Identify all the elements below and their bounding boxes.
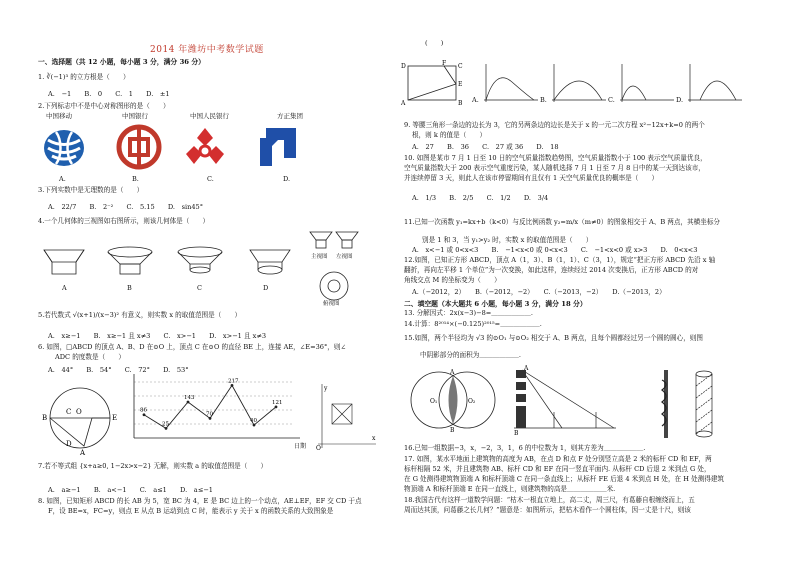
- svg-text:A: A: [401, 100, 406, 106]
- logo-label-a: 中国移动: [46, 112, 72, 120]
- aqi-point: [187, 401, 190, 404]
- q18-tree-cylinder-figure: [652, 366, 722, 442]
- svg-text:E: E: [458, 81, 463, 88]
- chart-xlabel: 日期: [294, 443, 307, 450]
- q17-tower-figure: [510, 364, 620, 436]
- question-6-line-1: 6. 如图，□ABCD 的顶点 A、B、D 在⊙O 上，顶点 C 在⊙O 的直径 BE 上，连接 AE，∠E=36°，则∠: [38, 343, 346, 351]
- question-2: 2.下列标志中不是中心对称图形的是（ ）: [38, 102, 170, 110]
- svg-text:O: O: [316, 445, 321, 452]
- question-3: 3.下列实数中是无理数的是（ ）: [38, 186, 144, 194]
- svg-text:C: C: [458, 63, 463, 70]
- solid-option-b: B: [127, 284, 132, 292]
- page-title: 2014 年潍坊中考数学试题: [150, 45, 264, 55]
- question-10-line-3: 并连续停留 3 天，则此人在该市停留期间有且仅有 1 天空气质量优良的概率是（ ）: [404, 174, 659, 182]
- question-1-options: A. −1 B. 0 C. 1 D. ±1: [48, 90, 170, 98]
- q8-rectangle-figure: [400, 60, 464, 106]
- question-9-line-1: 9. 等腰三角形一条边的边长为 3，它的另两条边的边长是关于 x 的一元二次方程 x²−12x+k=0 的两个: [404, 121, 705, 129]
- q6-label-e: E: [112, 414, 118, 422]
- question-15-line-2: 中阴影部分的面积为＿＿＿＿＿＿.: [420, 351, 522, 359]
- svg-text:A: A: [524, 365, 529, 372]
- question-17-line-1: 17. 如图，某水平地面上建筑物的高度为 AB，在点 D 和点 F 处分别竖立高是 2 米的标杆 CD 和 EF，两: [404, 455, 712, 463]
- aqi-point-label: 70: [206, 411, 213, 418]
- q12-grid-figure: [308, 382, 378, 452]
- q6-label-d: D: [66, 440, 72, 448]
- solid-option-d: D: [263, 284, 269, 292]
- question-6-line-2: ADC 的度数是（ ）: [55, 353, 125, 361]
- svg-text:D: D: [401, 63, 406, 70]
- top-view-label: 俯视图: [323, 301, 340, 307]
- question-12-line-1: 12.如图，已知正方形 ABCD，顶点 A（1，3）、B（1，1）、C（3，1），规定“把正方形 ABCD 先沿 x 轴: [404, 256, 716, 264]
- question-16: 16.已知一组数据−3，x，−2，3，1，6 的中位数为 1，则其方差为＿＿＿＿＿＿.: [404, 444, 646, 452]
- question-17-line-2: 标杆相隔 52 米，并且建筑物 AB、标杆 CD 和 EF 在同一竖直平面内. 从标杆 CD 后退 2 米到点 G 处，: [404, 465, 711, 473]
- graph-option-c: C.: [608, 96, 615, 104]
- question-1: 1. ∛(−1)³ 的立方根是（ ）: [38, 73, 130, 81]
- svg-text:O₂: O₂: [468, 398, 476, 405]
- china-mobile-logo: [40, 126, 88, 170]
- solid-option-c: C: [197, 284, 202, 292]
- question-11-line-1: 11.已知一次函数 y₁=kx+b（k<0）与反比例函数 y₂=m/x（m≠0）的图象相交于 A、B 两点，其横坐标分: [404, 218, 721, 226]
- graph-option-a: A.: [472, 96, 479, 104]
- svg-text:x: x: [372, 435, 376, 442]
- logo-option-d: D.: [283, 175, 291, 183]
- logo-option-b: B.: [132, 175, 139, 183]
- q15-circles-figure: [406, 364, 500, 434]
- aqi-point-label: 86: [140, 407, 147, 414]
- svg-text:O₁: O₁: [430, 398, 438, 405]
- left-view-label: 左视图: [336, 254, 353, 260]
- bank-of-china-logo: [116, 124, 162, 170]
- svg-text:F: F: [442, 60, 447, 67]
- aqi-point: [275, 405, 278, 408]
- q6-label-o: O: [76, 408, 82, 416]
- aqi-trend-chart: [122, 372, 308, 454]
- question-11-options: A. x<−1 或 0<x<3 B. −1<x<0 或 0<x<3 C. −1<x<0 或 x>3 D. 0<x<3: [412, 246, 698, 254]
- question-10-line-2: 空气质量指数大于 200 表示空气重度污染，某人随机选择 7 月 1 日至 7 月 8 日中的某一天到达该市，: [404, 164, 705, 172]
- question-10-options: A. 1/3 B. 2/5 C. 1/2 D. 3/4: [412, 194, 549, 202]
- section-2-heading: 二、填空题（本大题共 6 小题，每小题 3 分，满分 18 分）: [404, 300, 587, 308]
- logo-option-c: C.: [207, 175, 214, 183]
- front-view-label: 主视图: [311, 254, 328, 260]
- question-5-options: A. x≥−1 B. x≥−1 且 x≠3 C. x>−1 D. x>−1 且 x≠3: [48, 332, 267, 340]
- section-1-heading: 一、选择题（共 12 小题，每小题 3 分，满分 36 分）: [38, 58, 205, 66]
- graph-option-b: B.: [540, 96, 547, 104]
- solid-option-a: A: [62, 284, 67, 292]
- q7-answer-paren: ( ): [425, 39, 444, 47]
- aqi-point-label: 121: [272, 399, 283, 406]
- question-11-line-2: 别是 1 和 3，当 y₁>y₂ 时，实数 x 的取值范围是（ ）: [422, 236, 593, 244]
- question-5: 5.若代数式 √(x+1)/(x−3)² 有意义，则实数 x 的取值范围是（ ）: [38, 311, 242, 319]
- question-12-line-3: 角线交点 M 的坐标变为（ ）: [404, 276, 501, 284]
- question-13: 13. 分解因式：2x(x−3)−8=＿＿＿＿＿＿.: [404, 309, 533, 317]
- aqi-point: [253, 424, 256, 427]
- q6-label-b: B: [42, 414, 48, 422]
- svg-text:B: B: [514, 430, 519, 436]
- question-8-line-1: 8. 如图，已知矩形 ABCD 的长 AB 为 5，宽 BC 为 4，E 是 BC 边上的一个动点，AE⊥EF，EF 交 CD 于点: [38, 497, 362, 505]
- question-17-line-4: 物顶端 A 和标杆顶端 E 在同一直线上，则建筑物的高是＿＿＿＿＿＿米.: [404, 485, 616, 493]
- question-4: 4.一个几何体的三视图如右图所示，则该几何体是（ ）: [38, 217, 210, 225]
- logo-label-b: 中国银行: [122, 112, 148, 120]
- question-18-line-1: 18.我国古代有这样一道数学问题：“枯木一根直立地上，高二丈，周三尺，有葛藤自根缠绕而上，五: [404, 496, 695, 504]
- founder-group-logo: [256, 124, 302, 170]
- question-7: 7.若不等式组 {x+a≥0, 1−2x>x−2} 无解，则实数 a 的取值范围是（ ）: [38, 462, 268, 470]
- aqi-point-label: 40: [250, 418, 257, 425]
- solid-options-figure: [40, 244, 310, 292]
- svg-text:A: A: [450, 369, 455, 376]
- question-10-line-1: 10. 如图是某市 7 月 1 日至 10 日的空气质量指数趋势图，空气质量指数小于 100 表示空气质量优良，: [404, 154, 707, 162]
- aqi-point-label: 143: [184, 394, 195, 401]
- question-12-options: A.（−2012，2） B.（−2012，−2） C.（−2013，−2） D.（−2013，2）: [412, 288, 666, 296]
- question-12-line-2: 翻折，再向左平移 1 个单位”为一次变换，如此这样，连续经过 2014 次变换后，正方形 ABCD 的对: [404, 266, 699, 274]
- question-18-line-2: 周而达其顶，问葛藤之长几何？”题意是：如图所示，把枯木看作一个圆柱体，因一丈是十尺，则该: [404, 506, 691, 514]
- question-17-line-3: 在 G 处测得建筑物顶端 A 和标杆顶端 C 在同一条直线上；从标杆 FE 后退 4 米到点 H 处，在 H 处测得建筑: [404, 475, 725, 483]
- aqi-point: [209, 417, 212, 420]
- q6-circle-figure: [40, 380, 120, 456]
- question-9-line-2: 根，则 k 的值是（ ）: [412, 131, 487, 139]
- question-15-line-1: 15.如图，两个半径均为 √3 的⊙O₁ 与⊙O₂ 相交于 A、B 两点，且每个圆都经过另一个圆的圆心，则图: [404, 334, 703, 342]
- question-7-options: A. a≥−1 B. a<−1 C. a≤1 D. a≤−1: [48, 486, 213, 494]
- graph-option-d: D.: [676, 96, 684, 104]
- question-14: 14.计算：8²⁰¹⁴×(−0.125)²⁰¹⁵=＿＿＿＿＿＿.: [404, 320, 542, 328]
- q6-label-a: A: [80, 449, 86, 456]
- question-9-options: A. 27 B. 36 C. 27 或 36 D. 18: [412, 143, 559, 151]
- aqi-point: [231, 384, 234, 387]
- logo-label-c: 中国人民银行: [190, 112, 229, 120]
- aqi-point-label: 217: [228, 378, 239, 385]
- aqi-point: [165, 427, 168, 430]
- question-8-line-2: F，设 BE=x，FC=y，则点 E 从点 B 运动到点 C 时，能表示 y 关于 x 的函数关系的大致图象是: [48, 507, 334, 515]
- logo-label-d: 方正集团: [277, 112, 303, 120]
- aqi-point: [143, 413, 146, 416]
- logo-option-a: A.: [59, 175, 66, 183]
- svg-text:y: y: [324, 385, 328, 392]
- peoples-bank-logo: [180, 124, 230, 170]
- svg-text:B: B: [450, 427, 455, 434]
- question-6-options: A. 44° B. 54° C. 72° D. 53°: [48, 366, 189, 374]
- svg-text:B: B: [458, 100, 463, 106]
- question-3-options: A. 22/7 B. 2⁻² C. 5.15̇ D. sin45°: [48, 203, 204, 211]
- q6-label-c: C: [66, 408, 72, 416]
- aqi-point-label: 25: [162, 421, 169, 428]
